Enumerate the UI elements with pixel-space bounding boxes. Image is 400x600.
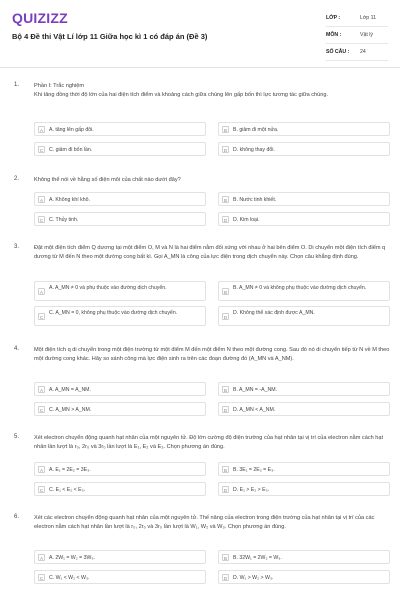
option-text: A. A_MN = A_NM. bbox=[49, 386, 91, 393]
option-letter: D bbox=[223, 218, 228, 223]
option-text: B. 3E₁ = 2E₂ = E₃. bbox=[233, 466, 275, 473]
question-number: 1. bbox=[14, 82, 20, 88]
option-letter: B bbox=[223, 198, 228, 203]
option-b[interactable] bbox=[218, 192, 390, 206]
option-letter: A bbox=[39, 198, 44, 203]
option-text: B. giảm đi một nửa. bbox=[233, 126, 279, 133]
question-number: 2. bbox=[14, 176, 20, 182]
option-letter: D bbox=[223, 315, 228, 320]
option-a[interactable] bbox=[34, 192, 206, 206]
option-text: C. A_MN > A_NM. bbox=[49, 406, 92, 413]
meta-row-subject bbox=[326, 27, 388, 44]
option-letter: C bbox=[39, 488, 44, 493]
option-a[interactable] bbox=[34, 122, 206, 136]
option-b[interactable] bbox=[218, 550, 390, 564]
question-text: Xét electron chuyển động quanh hạt nhân của một nguyên tử. Độ lớn cường độ điện trường của hạt nhân tại vị trí của electron nằm cách hạt nhân lần lượt là r₀, 2r₀ và 3r₀ lần lượt là E₁, E₂ và E₃. Chọn phương án đúng. bbox=[34, 435, 384, 450]
option-letter: C bbox=[39, 576, 44, 581]
option-letter: C bbox=[39, 408, 44, 413]
option-text: C. A_MN = 0, không phụ thuộc vào đường dịch chuyển. bbox=[49, 310, 178, 316]
option-c[interactable] bbox=[34, 306, 206, 326]
option-c[interactable] bbox=[34, 402, 206, 416]
option-letter: C bbox=[39, 218, 44, 223]
quizizz-logo: QUIZIZZ bbox=[12, 10, 68, 26]
option-text: C. W₁ < W₂ < W₃. bbox=[49, 574, 90, 581]
option-c[interactable] bbox=[34, 482, 206, 496]
option-text: D. không thay đổi. bbox=[233, 146, 275, 153]
option-text: D. Kim loại. bbox=[233, 216, 260, 223]
meta-box bbox=[326, 10, 388, 60]
question-number: 3. bbox=[14, 244, 20, 250]
meta-row-class bbox=[326, 10, 388, 27]
question-text: Đặt một điện tích điểm Q dương tại một điểm O, M và N là hai điểm nằm đối xứng với nhau ở hai bên điểm O. Di chuyển một điện tích điểm q dương từ M đến N theo một đường cong bất kì. Gọi A_MN là công của lực điện trong dịch chuyển này. Chọn câu khẳng định đúng. bbox=[34, 245, 386, 260]
option-b[interactable] bbox=[218, 382, 390, 396]
option-a[interactable] bbox=[34, 281, 206, 301]
option-letter: C bbox=[39, 315, 44, 320]
option-text: A. Không khí khô. bbox=[49, 196, 90, 203]
option-b[interactable] bbox=[218, 462, 390, 476]
question-text: Một điện tích q di chuyển trong một điện trường từ một điểm M đến một điểm N theo một đường cong. Sau đó nó di chuyển tiếp từ N về M theo một đường cong khác. Hãy so sánh công mà lực điện sinh ra trên các đoạn đường đó (A_MN và A_NM). bbox=[34, 347, 390, 362]
option-text: D. E₁ > E₂ > E₃. bbox=[233, 486, 270, 493]
option-text: D. A_MN < A_NM. bbox=[233, 406, 276, 413]
option-d[interactable] bbox=[218, 306, 390, 326]
option-letter: D bbox=[223, 576, 228, 581]
option-text: A. 2W₁ = W₂ = 3W₃. bbox=[49, 554, 95, 561]
option-letter: C bbox=[39, 148, 44, 153]
option-d[interactable] bbox=[218, 142, 390, 156]
question-number: 5. bbox=[14, 434, 20, 440]
option-b[interactable] bbox=[218, 122, 390, 136]
option-d[interactable] bbox=[218, 402, 390, 416]
option-text: B. 32W₁ = 2W₂ = W₃. bbox=[233, 554, 282, 561]
meta-key: MÔN : bbox=[326, 32, 342, 38]
option-letter: A bbox=[39, 468, 44, 473]
document-title: Bộ 4 Đề thi Vật Lí lớp 11 Giữa học kì 1 có đáp án (Đề 3) bbox=[12, 32, 208, 41]
question-text: Phần I: Trắc nghiệm Khi tăng đồng thời độ lớn của hai điện tích điểm và khoảng cách giữa chúng lên gấp bốn thì lực tương tác giữa chúng. bbox=[34, 83, 329, 98]
option-text: A. A_MN ≠ 0 và phụ thuộc vào đường dịch chuyển. bbox=[49, 285, 167, 291]
option-letter: B bbox=[223, 290, 228, 295]
question-number: 4. bbox=[14, 346, 20, 352]
option-b[interactable] bbox=[218, 281, 390, 301]
option-d[interactable] bbox=[218, 482, 390, 496]
option-text: A. E₁ = 2E₂ = 3E₃. bbox=[49, 466, 91, 473]
question-text: Xét các electron chuyển động quanh hạt nhân của một nguyên tử. Thế năng của electron trong điện trường của hạt nhân tại vị trí của các electron nằm cách hạt nhân lần lượt là r₀, 2r₀ và 3r₀ lần lượt là W₁, W₂ và W₃. Chọn phương án đúng. bbox=[34, 515, 375, 530]
option-text: B. A_MN ≠ 0 và không phụ thuộc vào đường dịch chuyển. bbox=[233, 285, 367, 291]
option-letter: B bbox=[223, 468, 228, 473]
option-letter: B bbox=[223, 556, 228, 561]
meta-row-count bbox=[326, 44, 388, 61]
option-text: C. Thủy tinh. bbox=[49, 216, 79, 223]
meta-value: 24 bbox=[360, 49, 366, 55]
option-text: B. Nước tinh khiết. bbox=[233, 196, 277, 203]
option-text: C. E₁ < E₂ < E₃. bbox=[49, 486, 86, 493]
meta-key: LỚP : bbox=[326, 15, 341, 21]
option-c[interactable] bbox=[34, 142, 206, 156]
option-d[interactable] bbox=[218, 212, 390, 226]
meta-key: SỐ CÂU : bbox=[326, 49, 350, 55]
option-c[interactable] bbox=[34, 570, 206, 584]
meta-value: Vật lý bbox=[360, 32, 373, 38]
option-letter: D bbox=[223, 148, 228, 153]
option-text: B. A_MN = -A_NM. bbox=[233, 386, 277, 393]
question-number: 6. bbox=[14, 514, 20, 520]
option-a[interactable] bbox=[34, 382, 206, 396]
option-a[interactable] bbox=[34, 462, 206, 476]
option-letter: A bbox=[39, 290, 44, 295]
option-a[interactable] bbox=[34, 550, 206, 564]
option-c[interactable] bbox=[34, 212, 206, 226]
option-letter: D bbox=[223, 408, 228, 413]
question-text: Không thể nói về hằng số điện môi của chất nào dưới đây? bbox=[34, 177, 181, 183]
worksheet-header bbox=[0, 0, 400, 68]
option-letter: A bbox=[39, 128, 44, 133]
option-text: C. giảm đi bốn lần. bbox=[49, 146, 93, 153]
option-text: A. tăng lên gấp đôi. bbox=[49, 126, 94, 133]
option-d[interactable] bbox=[218, 570, 390, 584]
option-text: D. W₁ > W₂ > W₃. bbox=[233, 574, 274, 581]
option-text: D. Không thể xác định được A_MN. bbox=[233, 310, 315, 316]
option-letter: B bbox=[223, 128, 228, 133]
option-letter: A bbox=[39, 556, 44, 561]
option-letter: B bbox=[223, 388, 228, 393]
option-letter: A bbox=[39, 388, 44, 393]
meta-value: Lớp 11 bbox=[360, 15, 376, 21]
option-letter: D bbox=[223, 488, 228, 493]
